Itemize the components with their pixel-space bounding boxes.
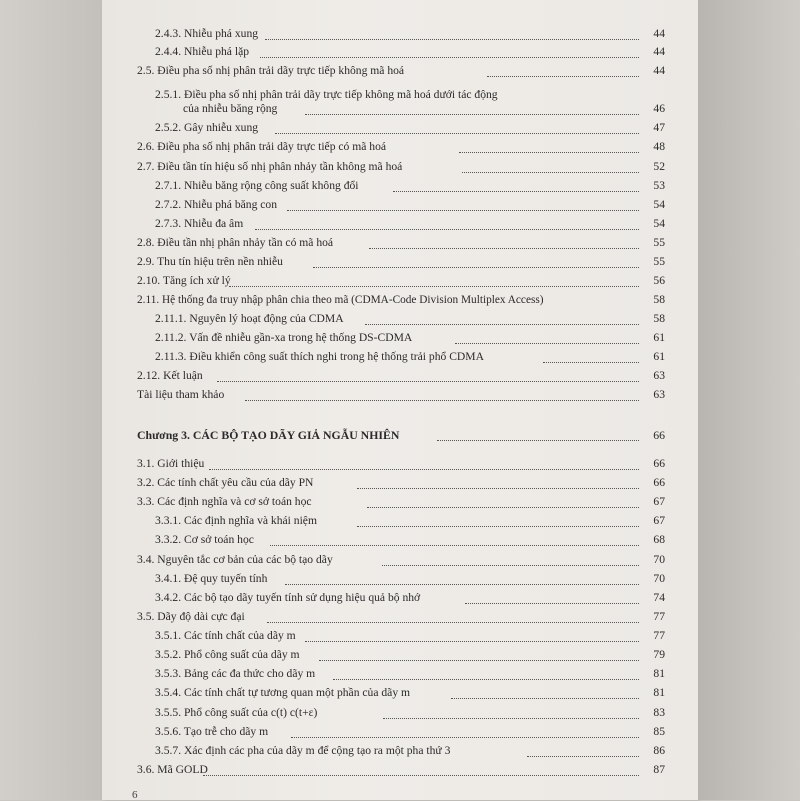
toc-leader (265, 39, 639, 40)
toc-leader (267, 622, 639, 623)
toc-page: 79 (653, 648, 665, 661)
toc-leader (357, 526, 639, 527)
toc-entry (137, 272, 665, 290)
toc-label: 3.3.2. Cơ sở toán học (155, 533, 254, 546)
toc-page: 68 (653, 533, 665, 546)
toc-entry (137, 493, 665, 511)
toc-leader (451, 698, 639, 699)
background-right (698, 0, 800, 800)
toc-leader (217, 381, 639, 382)
toc-label: 2.4.4. Nhiễu phá lặp (155, 45, 250, 58)
toc-label: 2.4.3. Nhiễu phá xung (155, 27, 259, 40)
toc-page: 47 (653, 121, 665, 134)
toc-page: 81 (653, 686, 665, 699)
toc-entry (137, 608, 665, 626)
toc-leader (209, 469, 639, 470)
toc-label: 3.2. Các tính chất yêu cầu của dãy PN (137, 476, 314, 489)
toc-label: 2.7.2. Nhiễu phá băng con (155, 198, 278, 211)
toc-label: 2.11.2. Vấn đề nhiễu gần-xa trong hệ thống DS-CDMA (155, 331, 413, 344)
toc-page: 44 (653, 27, 665, 40)
toc-label: 3.5.6. Tạo trễ cho dãy m (155, 725, 269, 738)
toc-label: 3.5.3. Bảng các đa thức cho dãy m (155, 667, 316, 680)
toc-leader (260, 57, 639, 58)
toc-entry (137, 386, 665, 404)
toc-page: 48 (653, 140, 665, 153)
toc-entry (155, 589, 665, 607)
toc-leader (270, 545, 639, 546)
toc-label: 3.5.1. Các tính chất của dãy m (155, 629, 296, 642)
toc-page: 53 (653, 179, 665, 192)
toc-label: Tài liệu tham khảo (137, 388, 225, 401)
toc-entry (137, 253, 665, 271)
toc-page: 61 (653, 350, 665, 363)
toc-label: 2.5. Điều pha số nhị phân trải dãy trực tiếp không mã hoá (137, 64, 405, 77)
toc-label: 3.3. Các định nghĩa và cơ sở toán học (137, 495, 312, 508)
toc-label: 2.5.1. Điều pha số nhị phân trải dãy trực tiếp không mã hoá dưới tác động (155, 88, 498, 101)
toc-leader (459, 152, 639, 153)
page-number: 6 (132, 789, 138, 801)
toc-leader (291, 737, 639, 738)
toc-page: 81 (653, 667, 665, 680)
toc-label: 2.8. Điều tần nhị phân nhảy tần có mã hoá (137, 236, 334, 249)
toc-leader (333, 679, 639, 680)
toc-entry (155, 43, 665, 61)
toc-page: 63 (653, 369, 665, 382)
toc-label: 2.12. Kết luận (137, 369, 203, 382)
toc-entry (155, 329, 665, 347)
toc-page: 46 (653, 102, 665, 115)
background-left (0, 0, 102, 800)
toc-page: 66 (653, 476, 665, 489)
toc-entry (137, 291, 665, 309)
toc-label: 3.5. Dãy độ dài cực đại (137, 610, 245, 623)
toc-leader (319, 660, 639, 661)
toc-leader (369, 248, 639, 249)
toc-entry (155, 88, 665, 118)
toc-page: 77 (653, 610, 665, 623)
toc-leader (455, 343, 639, 344)
toc-page: 55 (653, 255, 665, 268)
toc-entry (137, 474, 665, 492)
toc-entry (137, 62, 665, 80)
toc-entry (155, 646, 665, 664)
toc-page: 58 (653, 293, 665, 306)
toc-leader (462, 172, 639, 173)
toc-entry (155, 177, 665, 195)
toc-label: 3.5.2. Phổ công suất của dãy m (155, 648, 300, 661)
toc-entry (137, 551, 665, 569)
toc-leader (275, 133, 639, 134)
toc-page: 55 (653, 236, 665, 249)
toc-page: 44 (653, 64, 665, 77)
toc-entry (137, 234, 665, 252)
toc-label: 3.5.5. Phổ công suất của c(t) c(t+ε) (155, 706, 318, 719)
toc-leader (357, 488, 639, 489)
toc-page: 66 (653, 428, 665, 442)
toc-label: 2.9. Thu tín hiệu trên nền nhiễu (137, 255, 283, 268)
toc-page: 61 (653, 331, 665, 344)
toc-page: 70 (653, 572, 665, 585)
toc-label: 2.7. Điều tần tín hiệu số nhị phân nhảy tần không mã hoá (137, 160, 403, 173)
toc-page: 87 (653, 763, 665, 776)
toc-entry (155, 215, 665, 233)
toc-leader (203, 775, 639, 776)
toc-label: 2.11. Hệ thống đa truy nhập phân chia theo mã (CDMA-Code Division Multiplex Access) (137, 294, 544, 306)
toc-entry (155, 742, 665, 760)
toc-entry (155, 570, 665, 588)
toc-leader (313, 267, 639, 268)
toc-entry (137, 158, 665, 176)
toc-page: 56 (653, 274, 665, 287)
toc-label: 2.11.3. Điều khiển công suất thích nghi trong hệ thống trải phổ CDMA (155, 350, 484, 363)
toc-leader (382, 565, 639, 566)
toc-entry (155, 310, 665, 328)
toc-page: 74 (653, 591, 665, 604)
toc-leader (393, 191, 639, 192)
toc-leader (305, 114, 639, 115)
toc-page: 54 (653, 198, 665, 211)
toc-page: 70 (653, 553, 665, 566)
toc-label: 3.6. Mã GOLD (137, 763, 208, 776)
toc-label-continued: của nhiễu băng rộng (183, 102, 278, 115)
toc-entry (155, 627, 665, 645)
toc-leader (367, 507, 639, 508)
toc-page: 85 (653, 725, 665, 738)
toc-leader (285, 584, 639, 585)
toc-leader (437, 440, 639, 441)
toc-leader (255, 229, 639, 230)
toc-page: 67 (653, 495, 665, 508)
toc-page: 52 (653, 160, 665, 173)
toc-entry (155, 25, 665, 43)
toc-label: 2.7.3. Nhiễu đa âm (155, 217, 244, 230)
toc-entry (137, 455, 665, 473)
toc-leader (465, 603, 639, 604)
toc-entry (137, 367, 665, 385)
toc-label: 3.5.7. Xác định các pha của dãy m để cộng tạo ra một pha thứ 3 (155, 744, 451, 757)
toc-leader (543, 362, 639, 363)
toc-leader (245, 400, 639, 401)
toc-label: 3.4.1. Đệ quy tuyến tính (155, 572, 268, 585)
toc-entry (155, 665, 665, 683)
toc-label: 3.4.2. Các bộ tạo dãy tuyến tính sử dụng hiệu quả bộ nhớ (155, 591, 421, 604)
toc-entry (137, 138, 665, 156)
toc-entry (155, 531, 665, 549)
toc-page: 44 (653, 45, 665, 58)
toc-entry (155, 704, 665, 722)
toc-page: 58 (653, 312, 665, 325)
toc-entry (155, 684, 665, 702)
toc-page: 54 (653, 217, 665, 230)
toc-leader (305, 641, 639, 642)
toc-entry (155, 119, 665, 137)
toc-leader (527, 756, 639, 757)
toc-label: Chương 3. CÁC BỘ TẠO DÃY GIẢ NGẪU NHIÊN (137, 428, 400, 442)
chapter-heading (137, 426, 665, 444)
toc-leader (365, 324, 639, 325)
toc-entry (155, 723, 665, 741)
toc-entry (155, 196, 665, 214)
toc-leader (383, 718, 639, 719)
toc-page: 83 (653, 706, 665, 719)
toc-label: 3.4. Nguyên tắc cơ bản của các bộ tạo dãy (137, 553, 333, 566)
toc-entry (137, 761, 665, 779)
toc-label: 3.1. Giới thiệu (137, 457, 205, 470)
toc-page: 66 (653, 457, 665, 470)
toc-label: 2.6. Điều pha số nhị phân trải dãy trực tiếp có mã hoá (137, 140, 387, 153)
toc-label: 2.7.1. Nhiễu băng rộng công suất không đổi (155, 179, 359, 192)
toc-leader (229, 286, 639, 287)
toc-label: 2.10. Tăng ích xử lý (137, 274, 231, 287)
toc-label: 2.11.1. Nguyên lý hoạt động của CDMA (155, 312, 344, 325)
toc-page: 67 (653, 514, 665, 527)
toc-label: 3.5.4. Các tính chất tự tương quan một phần của dãy m (155, 686, 411, 699)
toc-entry (155, 512, 665, 530)
toc-label: 2.5.2. Gây nhiễu xung (155, 121, 259, 134)
toc-page: 63 (653, 388, 665, 401)
toc-leader (487, 76, 639, 77)
toc-label: 3.3.1. Các định nghĩa và khái niệm (155, 514, 317, 527)
toc-leader (287, 210, 639, 211)
toc-page: 77 (653, 629, 665, 642)
toc-entry (155, 348, 665, 366)
toc-page: 86 (653, 744, 665, 757)
